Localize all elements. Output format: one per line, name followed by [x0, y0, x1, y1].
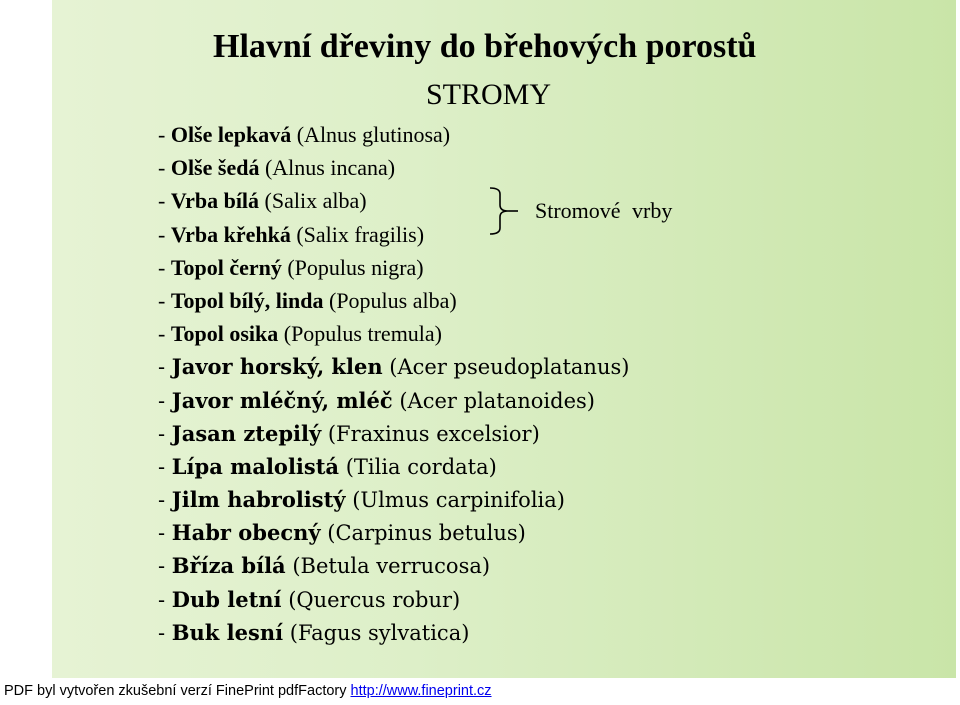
- list-item: - Dub letní (Quercus robur): [158, 586, 461, 612]
- czech-name: Vrba bílá: [170, 188, 260, 214]
- czech-name: Topol černý: [170, 254, 282, 280]
- list-item: - Javor horský, klen (Acer pseudoplatanus): [158, 354, 630, 380]
- footer-text: PDF byl vytvořen zkušební verzí FinePrint pdfFactory: [4, 683, 351, 699]
- czech-name: Topol bílý, linda: [170, 287, 324, 313]
- footer-link[interactable]: http://www.fineprint.cz: [350, 683, 492, 699]
- latin-name: (Salix fragilis): [290, 221, 425, 247]
- latin-name: (Quercus robur): [281, 587, 461, 612]
- right-brace-icon: [488, 186, 528, 236]
- section-subtitle: STROMY: [426, 78, 552, 111]
- czech-name: Olše šedá: [170, 155, 260, 181]
- latin-name: (Alnus glutinosa): [291, 122, 451, 147]
- brace-label: Stromové vrby: [535, 198, 673, 223]
- czech-name: Buk lesní: [171, 619, 284, 645]
- list-item: - Olše lepkavá (Alnus glutinosa): [158, 122, 451, 147]
- footer-note: [4, 683, 492, 699]
- czech-name: Dub letní: [171, 586, 282, 612]
- latin-name: (Populus alba): [323, 287, 457, 313]
- czech-name: Javor mléčný, mléč: [171, 387, 393, 413]
- list-item: - Vrba bílá (Salix alba): [158, 188, 367, 214]
- czech-name: Olše lepkavá: [170, 122, 292, 147]
- latin-name: (Ulmus carpinifolia): [345, 488, 565, 513]
- list-item: - Lípa malolistá (Tilia cordata): [158, 453, 497, 479]
- latin-name: (Betula verrucosa): [285, 554, 491, 579]
- page-title: Hlavní dřeviny do břehových porostů: [213, 28, 757, 65]
- czech-name: Jilm habrolistý: [171, 487, 346, 513]
- czech-name: Lípa malolistá: [171, 453, 340, 479]
- latin-name: (Carpinus betulus): [320, 521, 526, 546]
- latin-name: (Tilia cordata): [339, 454, 497, 479]
- list-item: - Jilm habrolistý (Ulmus carpinifolia): [158, 487, 565, 513]
- latin-name: (Acer pseudoplatanus): [382, 355, 630, 380]
- list-item: - Topol černý (Populus nigra): [158, 254, 424, 280]
- latin-name: (Alnus incana): [259, 155, 396, 181]
- latin-name: (Populus nigra): [281, 254, 424, 280]
- list-item: - Bříza bílá (Betula verrucosa): [158, 553, 491, 579]
- list-item: - Topol bílý, linda (Populus alba): [158, 287, 457, 313]
- list-item: - Topol osika (Populus tremula): [158, 321, 443, 347]
- list-item: - Vrba křehká (Salix fragilis): [158, 221, 425, 247]
- list-item: - Buk lesní (Fagus sylvatica): [158, 619, 470, 645]
- list-item: - Jasan ztepilý (Fraxinus excelsior): [158, 420, 540, 446]
- latin-name: (Populus tremula): [278, 321, 443, 347]
- latin-name: (Acer platanoides): [392, 388, 595, 413]
- latin-name: (Fagus sylvatica): [283, 620, 470, 645]
- czech-name: Bříza bílá: [171, 553, 286, 579]
- list-item: - Olše šedá (Alnus incana): [158, 155, 396, 181]
- list-item: - Javor mléčný, mléč (Acer platanoides): [158, 387, 595, 413]
- czech-name: Jasan ztepilý: [171, 420, 322, 446]
- latin-name: (Salix alba): [259, 188, 367, 214]
- czech-name: Vrba křehká: [170, 221, 291, 247]
- czech-name: Topol osika: [170, 321, 279, 347]
- list-item: - Habr obecný (Carpinus betulus): [158, 520, 526, 546]
- czech-name: Habr obecný: [171, 520, 321, 546]
- latin-name: (Fraxinus excelsior): [321, 421, 540, 446]
- czech-name: Javor horský, klen: [171, 354, 383, 380]
